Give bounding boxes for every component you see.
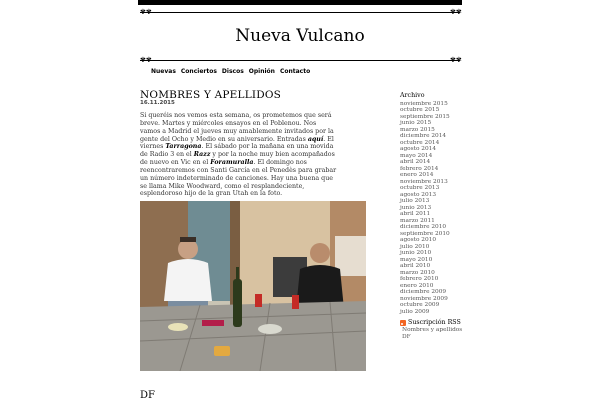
archive-link[interactable]: abril 2011: [400, 211, 431, 217]
archive-link[interactable]: mayo 2010: [400, 256, 433, 263]
header-divider-top: [140, 12, 460, 13]
post-photo: [140, 201, 366, 371]
archive-link[interactable]: julio 2009: [400, 308, 430, 315]
ornament-icon: ✾✾: [450, 56, 462, 64]
archive-link[interactable]: octubre 2013: [400, 185, 440, 191]
rss-list: [402, 327, 462, 340]
post-text: Si queréis nos vemos esta semana, os prometemos que será breve. Martes y miércoles ensayos en el Poblenou. Nos vamos a Madrid el jueves muy amablemente invitados por la gente del Ocho y Medio en su aniversario. Entradas: [140, 112, 334, 143]
ornament-icon: ✾✾: [140, 8, 152, 16]
main-nav: [151, 68, 310, 75]
archive-list: [400, 101, 470, 316]
archive-link[interactable]: noviembre 2009: [400, 295, 448, 302]
rss-link[interactable]: Nombres y apellidos: [402, 327, 463, 333]
top-bar: [138, 0, 462, 5]
archive-link[interactable]: agosto 2010: [400, 237, 437, 243]
archive-link[interactable]: agosto 2013: [400, 191, 437, 198]
link-razz[interactable]: Razz: [193, 151, 211, 159]
archive-link[interactable]: noviembre 2013: [400, 178, 448, 185]
site-title[interactable]: Nueva Vulcano: [235, 26, 365, 46]
link-tarragona[interactable]: Tarragona: [165, 143, 202, 151]
post-body: [140, 112, 338, 198]
archive-link[interactable]: febrero 2010: [400, 276, 439, 282]
nav-item-conciertos[interactable]: Conciertos: [180, 68, 217, 75]
archive-link[interactable]: diciembre 2010: [400, 224, 447, 230]
archive-link[interactable]: junio 2013: [400, 204, 432, 211]
ornament-icon: ✾✾: [140, 56, 152, 64]
archive-link[interactable]: enero 2014: [400, 172, 434, 178]
archive-link[interactable]: septiembre 2015: [400, 113, 450, 120]
nav-item-opinion[interactable]: Opinión: [248, 68, 275, 75]
archive-link[interactable]: marzo 2010: [400, 269, 435, 276]
nav-item-contacto[interactable]: Contacto: [279, 68, 311, 75]
next-post-title[interactable]: DF: [140, 390, 155, 401]
post-date: 16.11.2015: [140, 100, 175, 106]
link-aqui[interactable]: aquí: [307, 135, 324, 143]
archive-link[interactable]: mayo 2014: [400, 152, 433, 159]
archive-link[interactable]: junio 2010: [400, 250, 432, 256]
rss-title: Suscripción RSS: [408, 319, 461, 326]
sidebar: [400, 93, 470, 315]
rss-link[interactable]: DF: [402, 333, 411, 340]
archive-link[interactable]: abril 2010: [400, 263, 431, 269]
link-foramuralla[interactable]: Foramuralla: [210, 159, 254, 167]
archive-link[interactable]: abril 2014: [400, 159, 431, 165]
archive-link[interactable]: febrero 2014: [400, 165, 439, 172]
post-text: . El sábado por la mañana en una movida de Radio 3 en el: [140, 143, 334, 159]
archive-link[interactable]: agosto 2014: [400, 146, 437, 152]
archive-link[interactable]: diciembre 2014: [400, 133, 447, 139]
archive-link[interactable]: noviembre 2015: [400, 100, 448, 107]
archive-link[interactable]: julio 2013: [400, 198, 430, 204]
archive-link[interactable]: marzo 2011: [400, 217, 435, 224]
nav-item-nuevas[interactable]: Nuevas: [151, 68, 176, 75]
nav-item-discos[interactable]: Discos: [221, 68, 244, 75]
archive-link[interactable]: octubre 2009: [400, 302, 440, 308]
post-text: y por la noche muy bien acompañados de nuevo en Vic en el: [140, 151, 335, 167]
header-divider-bottom: [140, 60, 460, 61]
archive-link[interactable]: enero 2010: [400, 282, 434, 289]
archive-link[interactable]: diciembre 2009: [400, 289, 447, 295]
archive-link[interactable]: julio 2010: [400, 243, 430, 250]
archive-link[interactable]: septiembre 2010: [400, 230, 450, 237]
archive-heading: Archivo: [400, 92, 425, 99]
post-text: . El domingo nos reencontraremos con Santi García en el Penedès para grabar un número indeterminado de canciones. Hay una buena que se llama Mike Woodward, como el resplandeciente, esplendoroso hijo de la gran Utah en la foto.: [140, 159, 337, 198]
archive-link[interactable]: marzo 2015: [400, 126, 435, 133]
post-title[interactable]: NOMBRES Y APELLIDOS: [140, 89, 282, 101]
rss-heading[interactable]: [400, 319, 461, 326]
archive-link[interactable]: junio 2015: [400, 120, 432, 126]
post-text: . El viernes: [140, 135, 334, 151]
archive-link[interactable]: octubre 2015: [400, 107, 440, 113]
ornament-icon: ✾✾: [450, 8, 462, 16]
archive-link[interactable]: octubre 2014: [400, 139, 440, 146]
rss-icon: [400, 320, 406, 326]
